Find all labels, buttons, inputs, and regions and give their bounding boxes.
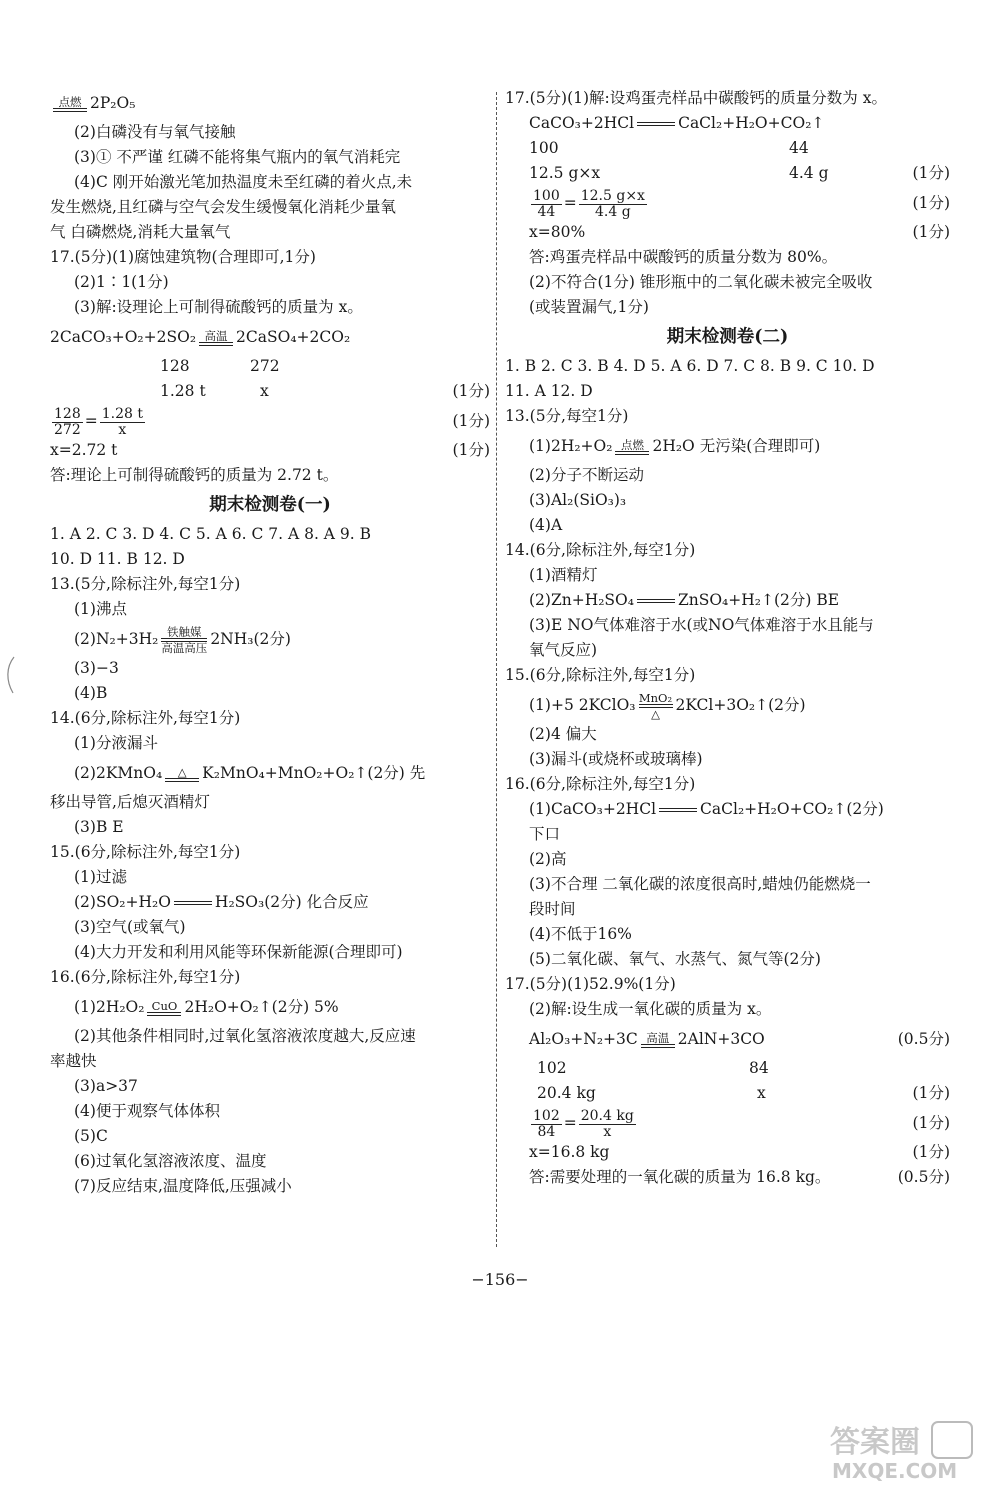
arrow-condition-top: 点燃 — [620, 438, 644, 452]
line-text: 1. B 2. C 3. B 4. D 5. A 6. D 7. C 8. B 9. C 10. D — [505, 357, 875, 375]
line-text: (3)Al₂(SiO₃)₃ — [529, 491, 627, 509]
fraction — [579, 189, 647, 220]
denominator: 44 — [537, 203, 556, 220]
ratio-value: x — [757, 1084, 766, 1102]
line-text: (3)a>37 — [74, 1077, 138, 1095]
answer-line — [50, 438, 490, 463]
answer-line — [50, 295, 490, 320]
line-text: (4)A — [529, 516, 563, 534]
reaction-arrow — [641, 1032, 675, 1048]
answer-line — [50, 1049, 490, 1074]
answer-line — [505, 270, 950, 295]
answer-line — [505, 354, 950, 379]
denominator: 4.4 g — [595, 203, 631, 220]
equation-reactants: (2)N₂+3H₂ — [74, 630, 159, 648]
watermark-logo-text: 答案圈 — [830, 1425, 920, 1460]
equation-reactants: CaCO₃+2HCl — [529, 114, 635, 132]
line-text: 段时间 — [529, 900, 576, 918]
line-text: (2)高 — [529, 850, 567, 868]
line-text: x=80% — [529, 223, 586, 241]
line-text: (3)① 不严谨 红磷不能将集气瓶内的氧气消耗完 — [74, 148, 401, 166]
answer-line — [505, 1022, 950, 1056]
line-text: (3)空气(或氧气) — [74, 918, 186, 936]
answer-line — [50, 220, 490, 245]
answer-line — [50, 965, 490, 990]
score-note: (1分) — [452, 382, 490, 400]
line-text: 14.(6分,除标注外,每空1分) — [505, 541, 696, 559]
line-text: (2)4 偏大 — [529, 725, 597, 743]
answer-line — [50, 404, 490, 438]
line-text: (2)其他条件相同时,过氧化氢溶液浓度越大,反应速 — [74, 1027, 416, 1045]
answer-line — [505, 847, 950, 872]
line-text: (4)B — [74, 684, 108, 702]
numerator: 20.4 kg — [580, 1107, 634, 1124]
reaction-arrow — [147, 1000, 181, 1016]
score-note: (1分) — [912, 1084, 950, 1102]
line-text: 答:需要处理的一氧化碳的质量为 16.8 kg。 — [529, 1168, 831, 1186]
answer-line — [50, 840, 490, 865]
line-text: (4)大力开发和利用风能等环保新能源(合理即可) — [74, 943, 403, 961]
line-text: x=2.72 t — [50, 441, 118, 459]
answer-line — [50, 1074, 490, 1099]
answer-line — [50, 890, 490, 915]
left-column — [50, 86, 490, 1199]
answer-line — [505, 463, 950, 488]
numerator: 100 — [533, 187, 560, 204]
line-text: x=16.8 kg — [529, 1143, 610, 1161]
answer-line — [50, 270, 490, 295]
answer-line — [50, 86, 490, 120]
section-heading: 期末检测卷(一) — [209, 495, 331, 515]
line-text: (5)C — [74, 1127, 108, 1145]
reaction-arrow — [639, 692, 673, 720]
equation-reactants: (1)CaCO₃+2HCl — [529, 800, 657, 818]
line-text: 答:鸡蛋壳样品中碳酸钙的质量分数为 80%。 — [529, 248, 838, 266]
answer-line — [505, 1106, 950, 1140]
line-text: 15.(6分,除标注外,每空1分) — [50, 843, 241, 861]
answer-line — [505, 161, 950, 186]
answer-line — [50, 681, 490, 706]
equals: = — [563, 194, 577, 212]
equation-products: 2CaSO₄+2CO₂ — [236, 328, 351, 346]
ratio-value: 100 — [529, 139, 559, 157]
answer-line — [505, 872, 950, 897]
line-text: 13.(5分,除标注外,每空1分) — [50, 575, 241, 593]
watermark-logo — [822, 1418, 982, 1482]
page-number: −156− — [471, 1270, 529, 1289]
answer-line — [505, 538, 950, 563]
answer-line — [505, 947, 950, 972]
line-text: 移出导管,后熄灭酒精灯 — [50, 793, 210, 811]
line-text: 10. D 11. B 12. D — [50, 550, 185, 568]
equation-products: 2AlN+3CO — [677, 1030, 765, 1048]
line-text: (3)−3 — [74, 659, 119, 677]
line-text: 率越快 — [50, 1052, 97, 1070]
answer-line — [505, 688, 950, 722]
equation-products: 2KCl+3O₂↑(2分) — [675, 696, 806, 714]
answer-line — [505, 663, 950, 688]
line-text: (6)过氧化氢溶液浓度、温度 — [74, 1152, 267, 1170]
answer-line — [505, 722, 950, 747]
reaction-arrow — [53, 96, 87, 112]
line-text: 14.(6分,除标注外,每空1分) — [50, 709, 241, 727]
equation-reactants: (2)SO₂+H₂O — [74, 893, 171, 911]
ratio-value: 12.5 g×x — [529, 164, 601, 182]
ratio-value: 272 — [250, 357, 280, 375]
answer-line — [50, 245, 490, 270]
denominator: x — [603, 1123, 612, 1140]
line-text: (或装置漏气,1分) — [529, 298, 649, 316]
line-text: (1)分液漏斗 — [74, 734, 158, 752]
line-text: (2)不符合(1分) 锥形瓶中的二氧化碳未被完全吸收 — [529, 273, 873, 291]
line-text: (3)E NO气体难溶于水(或NO气体难溶于水且能与 — [529, 616, 874, 634]
answer-line — [505, 404, 950, 429]
numerator: 1.28 t — [101, 405, 143, 422]
fraction — [579, 1109, 636, 1140]
reaction-arrow — [165, 766, 199, 782]
answer-line — [50, 990, 490, 1024]
equation-reactants: (1)+5 2KClO₃ — [529, 696, 636, 714]
line-text: 15.(6分,除标注外,每空1分) — [505, 666, 696, 684]
answer-line — [505, 972, 950, 997]
arrow-condition-bottom: △ — [651, 707, 660, 721]
line-text: 16.(6分,除标注外,每空1分) — [50, 968, 241, 986]
answer-line — [505, 997, 950, 1022]
column-divider — [496, 92, 497, 1247]
equation-products: 2NH₃(2分) — [210, 630, 291, 648]
arrow-condition-top: △ — [177, 765, 187, 779]
ratio-value: 84 — [749, 1059, 769, 1077]
ratio-value: 44 — [789, 139, 809, 157]
equation-products: H₂SO₃(2分) 化合反应 — [214, 893, 369, 911]
answer-line — [505, 563, 950, 588]
line-text: 气 白磷燃烧,消耗大量氧气 — [50, 223, 231, 241]
answer-line — [50, 731, 490, 756]
answer-line — [505, 488, 950, 513]
answer-line — [50, 463, 490, 488]
answer-line — [50, 597, 490, 622]
answer-line — [505, 638, 950, 663]
answer-line — [50, 622, 490, 656]
line-text: (2)解:设生成一氧化碳的质量为 x。 — [529, 1000, 772, 1018]
answer-line — [50, 1124, 490, 1149]
answer-line — [50, 320, 490, 354]
line-text: (4)不低于16% — [529, 925, 632, 943]
reaction-arrow — [161, 626, 207, 654]
line-text: (3)漏斗(或烧杯或玻璃棒) — [529, 750, 703, 768]
fraction — [100, 407, 145, 438]
arrow-condition-bottom: 高温高压 — [161, 641, 208, 655]
arrow-condition-top: 高温 — [204, 329, 228, 343]
arrow-condition: 点燃 — [58, 95, 82, 109]
answer-line — [505, 922, 950, 947]
line-text: (2)白磷没有与氧气接触 — [74, 123, 236, 141]
line-text: (3)B E — [74, 818, 124, 836]
reaction-arrow — [615, 439, 649, 455]
numerator: 12.5 g×x — [580, 187, 645, 204]
equals-sign — [174, 901, 212, 905]
denominator: 84 — [537, 1123, 556, 1140]
answer-line — [505, 186, 950, 220]
equation-reactants: 2CaCO₃+O₂+2SO₂ — [50, 328, 197, 346]
answer-line — [505, 136, 950, 161]
equation-reactants: (2)2KMnO₄ — [74, 764, 163, 782]
line-text: 氧气反应) — [529, 641, 598, 659]
line-text: (2)分子不断运动 — [529, 466, 644, 484]
line-text: (1)酒精灯 — [529, 566, 598, 584]
equation-products: 2H₂O 无污染(合理即可) — [652, 437, 821, 455]
line-text: 答:理论上可制得硫酸钙的质量为 2.72 t。 — [50, 466, 339, 484]
answer-line — [50, 1149, 490, 1174]
right-column — [505, 86, 950, 1190]
arrow-condition-top: 铁触媒 — [167, 625, 202, 639]
line-text: 发生燃烧,且红磷与空气会发生缓慢氧化消耗少量氧 — [50, 198, 396, 216]
answer-line — [505, 513, 950, 538]
equals-sign — [659, 808, 697, 812]
line-text: (7)反应结束,温度降低,压强减小 — [74, 1177, 292, 1195]
equation-reactants: Al₂O₃+N₂+3C — [529, 1030, 638, 1048]
line-text: (1)沸点 — [74, 600, 127, 618]
arrow-condition-top: CuO — [151, 999, 178, 1013]
line-text: 17.(5分)(1)解:设鸡蛋壳样品中碳酸钙的质量分数为 x。 — [505, 89, 887, 107]
numerator: 102 — [533, 1107, 560, 1124]
score-note: (1分) — [912, 164, 950, 182]
equals: = — [563, 1114, 577, 1132]
line-text: 11. A 12. D — [505, 382, 593, 400]
fraction — [52, 407, 83, 438]
line-text: 下口 — [529, 825, 561, 843]
answer-line — [50, 915, 490, 940]
numerator: 128 — [54, 405, 81, 422]
line-text: (5)二氧化碳、氧气、水蒸气、氮气等(2分) — [529, 950, 821, 968]
answer-line — [50, 572, 490, 597]
line-text: (4)便于观察气体体积 — [74, 1102, 220, 1120]
arrow-condition-top: 高温 — [646, 1031, 670, 1045]
line-text: (3)不合理 二氧化碳的浓度很高时,蜡烛仍能燃烧一 — [529, 875, 871, 893]
answer-line — [50, 1099, 490, 1124]
score-note: (0.5分) — [897, 1168, 950, 1186]
score-note: (1分) — [912, 1114, 950, 1132]
score-note: (1分) — [912, 1143, 950, 1161]
score-note: (1分) — [912, 223, 950, 241]
answer-line — [505, 379, 950, 404]
answer-line — [505, 1140, 950, 1165]
line-text: (4)C 刚开始激光笔加热温度未至红磷的着火点,未 — [74, 173, 413, 191]
ratio-value: 20.4 kg — [537, 1084, 596, 1102]
equation-reactants: (1)2H₂+O₂ — [529, 437, 613, 455]
score-note: (1分) — [452, 441, 490, 459]
answer-line — [50, 120, 490, 145]
equation-products: 2H₂O+O₂↑(2分) 5% — [184, 998, 339, 1016]
answer-line — [50, 815, 490, 840]
answer-line — [505, 797, 950, 822]
equation-products: CaCl₂+H₂O+CO₂↑(2分) — [700, 800, 884, 818]
ratio-value: 102 — [537, 1059, 567, 1077]
line-text: 13.(5分,每空1分) — [505, 407, 629, 425]
equals-sign — [637, 599, 675, 603]
answer-line — [50, 522, 490, 547]
answer-line — [505, 747, 950, 772]
line-text: (3)解:设理论上可制得硫酸钙的质量为 x。 — [74, 298, 363, 316]
answer-line — [505, 245, 950, 270]
equals: = — [84, 412, 98, 430]
answer-line — [50, 865, 490, 890]
answer-line — [505, 822, 950, 847]
ratio-value: 4.4 g — [789, 164, 829, 182]
answer-line — [50, 940, 490, 965]
line-text: (2)1∶1(1分) — [74, 273, 169, 291]
equation-products: CaCl₂+H₂O+CO₂↑ — [678, 114, 825, 132]
equals-sign — [637, 122, 675, 126]
answer-line — [505, 1165, 950, 1190]
answer-line — [50, 756, 490, 790]
line-text: 16.(6分,除标注外,每空1分) — [505, 775, 696, 793]
fraction — [531, 189, 562, 220]
equation-reactants: (2)Zn+H₂SO₄ — [529, 591, 634, 609]
ratio-value: 1.28 t — [160, 382, 206, 400]
answer-line — [505, 429, 950, 463]
answer-line — [50, 547, 490, 572]
answer-line — [50, 145, 490, 170]
equation-products: K₂MnO₄+MnO₂+O₂↑(2分) 先 — [202, 764, 426, 782]
line-text: 1. A 2. C 3. D 4. C 5. A 6. C 7. A 8. A 9. B — [50, 525, 372, 543]
line-text: (1)过滤 — [74, 868, 127, 886]
answer-line — [50, 170, 490, 195]
ratio-value: x — [260, 382, 269, 400]
score-note: (1分) — [452, 412, 490, 430]
denominator: 272 — [54, 421, 81, 438]
answer-line — [505, 1056, 950, 1081]
ratio-value: 128 — [160, 357, 190, 375]
answer-line — [50, 195, 490, 220]
equation-reactants: (1)2H₂O₂ — [74, 998, 145, 1016]
arrow-condition-top: MnO₂ — [638, 691, 673, 705]
watermark-url: MXQE.COM — [832, 1459, 958, 1482]
fraction — [531, 1109, 562, 1140]
answer-line — [50, 1024, 490, 1049]
line-text: 17.(5分)(1)52.9%(1分) — [505, 975, 676, 993]
score-note: (0.5分) — [897, 1030, 950, 1048]
answer-line — [505, 588, 950, 613]
reaction-arrow — [199, 330, 233, 346]
answer-line — [50, 354, 490, 379]
answer-line — [50, 379, 490, 404]
answer-line — [50, 1174, 490, 1199]
answer-line — [505, 220, 950, 245]
answer-line — [505, 295, 950, 320]
score-note: (1分) — [912, 194, 950, 212]
answer-line — [50, 656, 490, 681]
denominator: x — [118, 421, 127, 438]
answer-line — [505, 613, 950, 638]
answer-line — [505, 111, 950, 136]
answer-line — [50, 706, 490, 731]
answer-line — [505, 772, 950, 797]
line-text: 17.(5分)(1)腐蚀建筑物(合理即可,1分) — [50, 248, 316, 266]
answer-line — [50, 790, 490, 815]
answer-line — [505, 1081, 950, 1106]
answer-line — [505, 86, 950, 111]
equation-products: ZnSO₄+H₂↑(2分) BE — [677, 591, 840, 609]
equation-products: 2P₂O₅ — [90, 94, 136, 112]
margin-mark — [4, 655, 18, 695]
section-heading: 期末检测卷(二) — [666, 327, 789, 347]
answer-line — [505, 897, 950, 922]
